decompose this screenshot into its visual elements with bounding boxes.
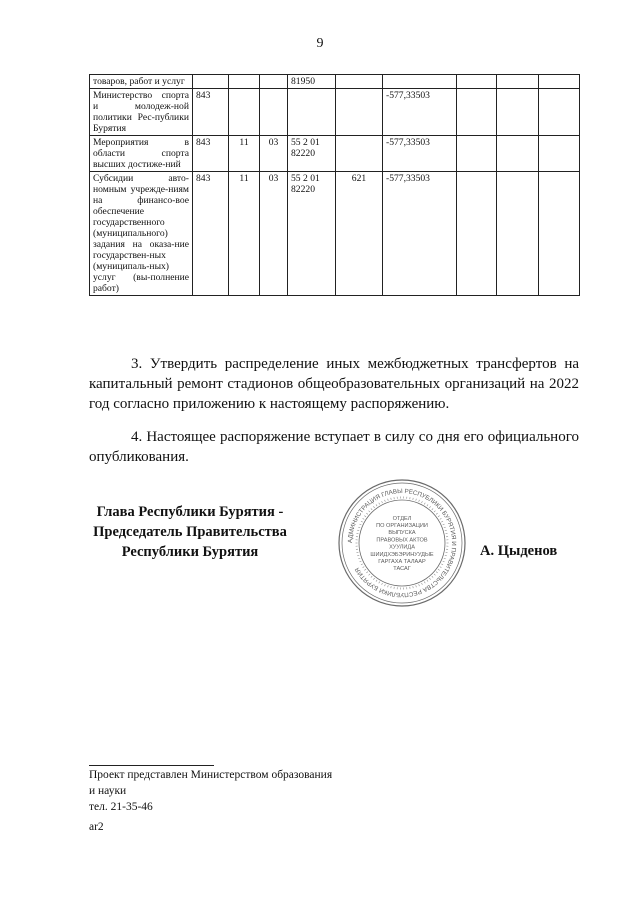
table-cell-rz [229,89,260,136]
footnote-line-2: и науки [89,785,127,797]
seal-center-line: ШИИДХЭБЭРИНУУДЫЕ [370,551,434,558]
seal-ring-text: АДМИНИСТРАЦИЯ ГЛАВЫ РЕСПУБЛИКИ БУРЯТИЯ И ПРАВИТЕЛЬСТВА РЕСПУБЛИКИ БУРЯТИЯ [346,487,458,599]
table-row [90,172,580,296]
table-cell-pr [260,75,288,89]
table-cell-grbs: 843 [193,172,229,296]
table-row [90,136,580,172]
table-cell-c9 [497,136,539,172]
table-cell-c8 [457,89,497,136]
table-cell-name: товаров, работ и услуг [90,75,193,89]
table-cell-c9 [497,172,539,296]
table-cell-c9 [497,75,539,89]
seal-center-text [370,516,434,572]
table-cell-vr [336,136,383,172]
table-cell-name: Министерство спорта и молодеж-ной политики Рес-публики Бурятия [90,89,193,136]
table-cell-c9 [497,89,539,136]
seal-center-line: ХУУЛИДА [389,544,415,551]
table-cell-name: Субсидии авто-номным учрежде-ниям на финансо-вое обеспечение государственного (муниципального) задания на оказа-ние государствен-ных (муниципаль-ных) услуг (вы-полнение работ) [90,172,193,296]
table-cell-csr: 55 2 01 82220 [288,172,336,296]
table-cell-vr [336,75,383,89]
table-cell-csr: 81950 [288,75,336,89]
seal-center-line: ПО ОРГАНИЗАЦИИ [376,523,428,529]
table-cell-grbs: 843 [193,89,229,136]
page-number: 9 [316,36,324,51]
signatory-title-line-2: Председатель Правительства [93,524,287,540]
table-cell-grbs: 843 [193,136,229,172]
table-cell-c8 [457,136,497,172]
budget-table-body [90,75,580,296]
table-cell-pr: 03 [260,136,288,172]
table-cell-rz: 11 [229,136,260,172]
table-cell-c10 [539,75,580,89]
document-code: ar2 [89,821,104,833]
seal-center-line: ПРАВОВЫХ АКТОВ [376,537,428,544]
seal-center-line: ГАРГАХА ТАЛААР [378,559,426,565]
table-cell-grbs [193,75,229,89]
table-row [90,75,580,89]
table-cell-sum [383,75,457,89]
budget-table [89,74,580,296]
table-cell-pr: 03 [260,172,288,296]
seal-center-line: ОТДЕЛ [392,515,412,522]
footnote [89,767,419,815]
table-cell-c10 [539,136,580,172]
footnote-divider [89,765,214,766]
footnote-line-1: Проект представлен Министерством образования [89,769,333,781]
paragraph-3: 3. Утвердить распределение иных межбюджетных трансфертов на капитальный ремонт стадионов общеобразовательных организаций на 2022 год согласно приложению к настоящему распоряжению. [89,356,579,412]
signatory-title-line-3: Республики Бурятия [121,544,259,560]
table-cell-rz [229,75,260,89]
seal-center-line: ТАСАГ [393,566,411,573]
table-cell-name: Мероприятия в области спорта высших достиже-ний [90,136,193,172]
table-cell-sum: -577,33503 [383,172,457,296]
signatory-name: А. Цыденов [480,543,558,559]
seal-center-line: ВЫПУСКА [388,530,416,537]
official-seal-stamp [336,476,468,610]
paragraph-4: 4. Настоящее распоряжение вступает в силу со дня его официального опубликования. [89,429,579,465]
table-cell-c8 [457,172,497,296]
table-cell-c10 [539,89,580,136]
table-cell-vr: 621 [336,172,383,296]
table-cell-c8 [457,75,497,89]
table-cell-vr [336,89,383,136]
footnote-line-3: тел. 21-35-46 [89,801,153,813]
table-cell-csr: 55 2 01 82220 [288,136,336,172]
table-cell-csr [288,89,336,136]
table-row [90,89,580,136]
table-cell-sum: -577,33503 [383,136,457,172]
table-cell-sum: -577,33503 [383,89,457,136]
table-cell-rz: 11 [229,172,260,296]
table-cell-c10 [539,172,580,296]
table-cell-pr [260,89,288,136]
signatory-title [70,502,310,562]
signatory-title-line-1: Глава Республики Бурятия - [96,504,284,520]
